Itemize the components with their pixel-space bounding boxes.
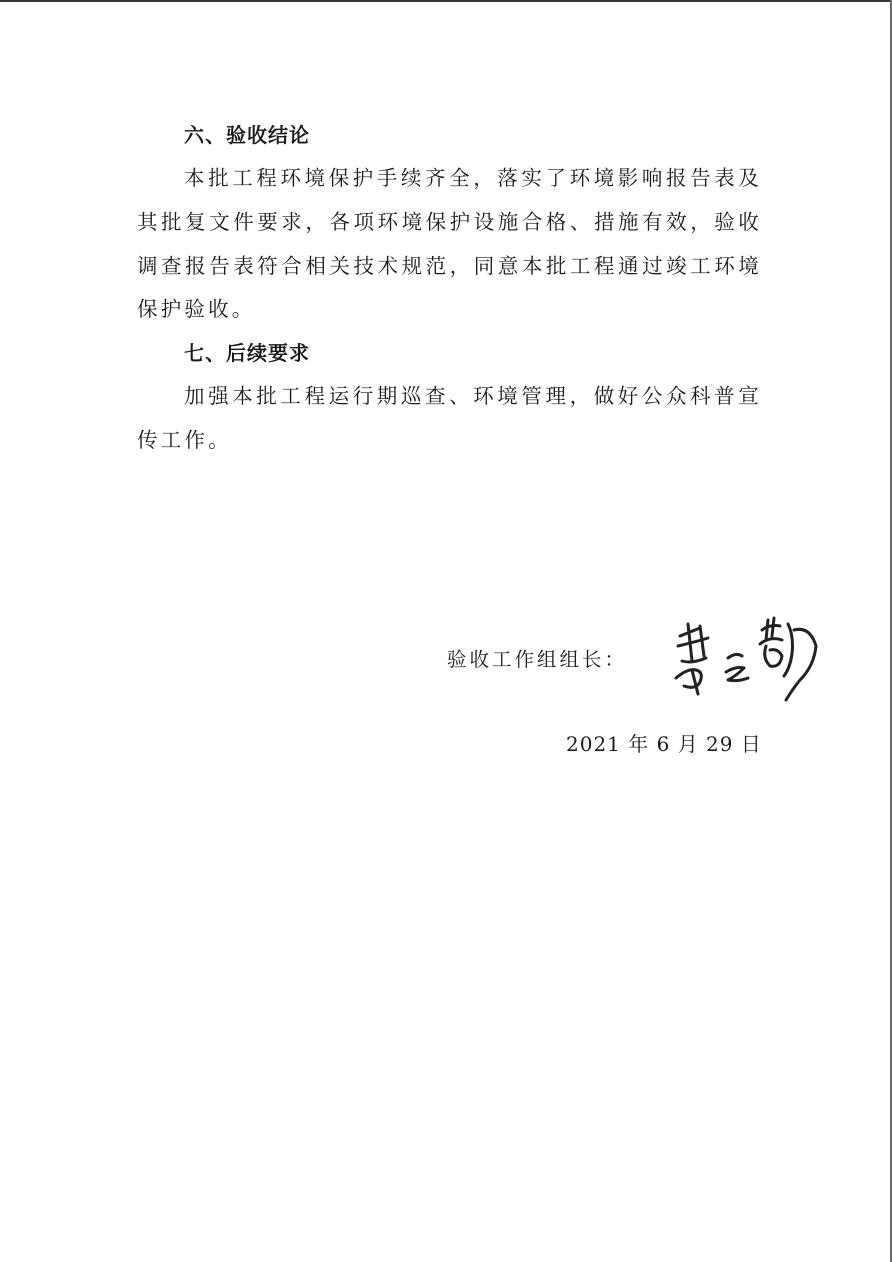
handwritten-signature bbox=[670, 606, 830, 706]
page-top-border bbox=[0, 0, 892, 2]
document-date: 2021 年 6 月 29 日 bbox=[566, 732, 762, 756]
section-heading-followup: 七、后续要求 bbox=[184, 341, 310, 366]
document-body bbox=[137, 114, 762, 463]
signature-label: 验收工作组组长： bbox=[447, 648, 628, 671]
signature-block bbox=[447, 640, 627, 680]
section-body-conclusion: 本批工程环境保护手续齐全，落实了环境影响报告表及其批复文件要求，各项环境保护设施合格、措施有效，验收调查报告表符合相关技术规范，同意本批工程通过竣工环境保护验收。 bbox=[137, 166, 762, 322]
section-body-followup: 加强本批工程运行期巡查、环境管理，做好公众科普宣传工作。 bbox=[137, 384, 762, 452]
section-heading-conclusion: 六、验收结论 bbox=[184, 123, 310, 147]
